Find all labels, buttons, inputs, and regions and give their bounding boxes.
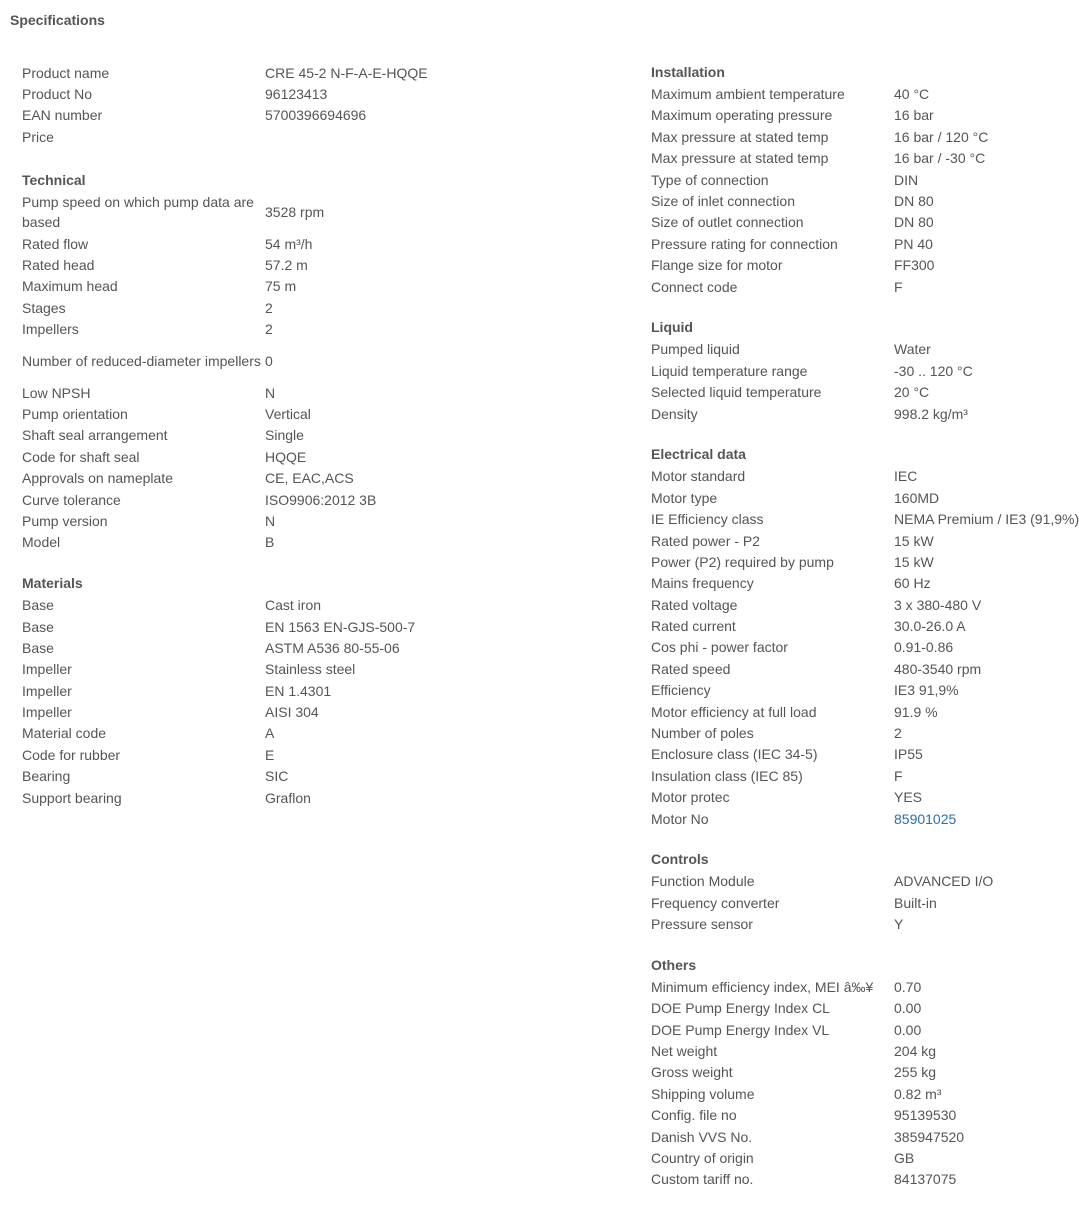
spec-row [651,126,1031,147]
spec-row [651,1169,1031,1190]
spec-value: Stainless steel [265,661,356,678]
spec-row [651,892,1031,913]
spec-label: Power (P2) required by pump [651,553,834,570]
spec-row [651,722,1031,743]
spec-row [651,255,1031,276]
spec-label: Maximum operating pressure [651,107,833,124]
spec-row [651,998,1031,1019]
spec-row [651,276,1031,297]
spec-value: Single [265,427,304,444]
section-title: Electrical data [651,446,746,463]
spec-row [651,1040,1031,1061]
spec-label: Price [22,128,54,145]
spec-row [651,466,1031,487]
page-title: Specifications [10,12,105,28]
spec-value: 0.82 m³ [894,1085,942,1102]
spec-value: E [265,746,275,763]
spec-row [651,487,1031,508]
spec-row [651,1062,1031,1083]
spec-label: Enclosure class (IEC 34-5) [651,746,818,763]
section-others [651,955,1031,1190]
spec-value: 95139530 [894,1107,957,1124]
spec-value: 15 kW [894,553,934,570]
spec-value: 385947520 [894,1128,965,1145]
spec-row [651,1147,1031,1168]
motor-number-link[interactable]: 85901025 [894,810,957,827]
spec-row [651,913,1031,934]
spec-value: ASTM A536 80-55-06 [265,639,400,656]
spec-value: -30 .. 120 °C [894,362,973,379]
spec-value: A [265,725,275,742]
spec-label: Max pressure at stated temp [651,128,829,145]
spec-row [22,126,622,147]
spec-label: Shaft seal arrangement [22,427,168,444]
spec-row [22,425,622,446]
spec-label: DOE Pump Energy Index CL [651,1000,830,1017]
spec-row [22,254,622,275]
spec-label: Function Module [651,873,755,890]
spec-value: Cast iron [265,597,322,614]
spec-value: CE, EAC,ACS [265,470,354,487]
spec-value: F [894,278,903,295]
spec-value: 5700396694696 [265,107,367,124]
spec-label: Base [22,618,54,635]
spec-value: 0 [265,352,273,369]
section-controls [651,849,1031,935]
spec-value: 3528 rpm [265,203,325,220]
spec-value: DN 80 [894,214,934,231]
spec-row [22,297,622,318]
spec-row [651,83,1031,104]
spec-label: Number of reduced-diameter impellers [22,352,261,369]
spec-value: IE3 91,9% [894,682,959,699]
spec-value: 91.9 % [894,703,938,720]
spec-row [651,360,1031,381]
spec-row [651,190,1031,211]
product-summary [22,62,622,148]
spec-value: GB [894,1150,915,1167]
spec-value: 204 kg [894,1043,937,1060]
spec-label: Approvals on nameplate [22,470,173,487]
spec-value: 2 [265,321,273,338]
spec-row [651,680,1031,701]
spec-label: Rated voltage [651,596,738,613]
spec-value: IEC [894,468,918,485]
spec-row [651,658,1031,679]
spec-label: Liquid temperature range [651,362,808,379]
right-column [651,62,1079,1210]
spec-row [22,382,622,403]
section-title: Liquid [651,319,693,336]
spec-label: Country of origin [651,1150,754,1167]
spec-row [651,339,1031,360]
spec-value: 16 bar / -30 °C [894,150,986,167]
spec-value: N [265,384,276,401]
spec-value: 2 [265,299,273,316]
spec-label: Max pressure at stated temp [651,150,829,167]
spec-row [651,765,1031,786]
spec-label: Pressure rating for connection [651,235,838,252]
section-title: Technical [22,171,86,188]
spec-row [22,467,622,488]
spec-row [651,212,1031,233]
spec-label: Size of outlet connection [651,214,804,231]
spec-value: 15 kW [894,532,934,549]
spec-row [651,637,1031,658]
spec-label: Minimum efficiency index, MEI â‰¥ [651,978,874,995]
spec-label: Maximum ambient temperature [651,86,845,103]
spec-value: 998.2 kg/m³ [894,405,968,422]
spec-label: Number of poles [651,725,754,742]
spec-label: Base [22,597,54,614]
spec-row [22,680,622,701]
spec-value: N [265,512,276,529]
spec-label: Code for shaft seal [22,448,140,465]
spec-value: 20 °C [894,384,930,401]
spec-value: IP55 [894,746,923,763]
spec-row [22,105,622,126]
spec-value: 0.91-0.86 [894,639,954,656]
spec-label: Impeller [22,661,72,678]
spec-value: AISI 304 [265,704,319,721]
spec-row [22,83,622,104]
section-liquid [651,317,1031,424]
spec-label: Connect code [651,278,738,295]
spec-value: 57.2 m [265,257,308,274]
spec-row [651,1126,1031,1147]
spec-row [651,744,1031,765]
spec-label: Rated speed [651,660,731,677]
spec-label: Model [22,534,61,551]
spec-label: Pump version [22,512,108,529]
spec-label: Efficiency [651,682,711,699]
spec-row [651,594,1031,615]
spec-row [651,530,1031,551]
spec-value: 75 m [265,278,297,295]
spec-row [651,615,1031,636]
spec-row [22,532,622,553]
spec-value: ISO9906:2012 3B [265,491,377,508]
spec-row [651,233,1031,254]
spec-row [651,1083,1031,1104]
spec-value: 0.00 [894,1021,922,1038]
spec-label: Rated flow [22,235,89,252]
spec-row [651,701,1031,722]
spec-value: B [265,534,275,551]
section-title: Installation [651,64,725,80]
spec-row [22,276,622,297]
spec-value: NEMA Premium / IE3 (91,9%) [894,511,1079,528]
spec-label: Config. file no [651,1107,737,1124]
spec-label: Custom tariff no. [651,1171,754,1188]
spec-label: Stages [22,299,66,316]
spec-value: 30.0-26.0 A [894,618,966,635]
spec-value: 54 m³/h [265,235,313,252]
spec-label: Product name [22,64,110,81]
spec-label: Bearing [22,768,71,785]
spec-row [22,723,622,744]
spec-value: F [894,767,903,784]
spec-value: HQQE [265,448,307,465]
spec-label: Gross weight [651,1064,733,1081]
spec-row [22,319,622,340]
spec-row [651,551,1031,572]
spec-label: Cos phi - power factor [651,639,788,656]
spec-label: Low NPSH [22,384,91,401]
spec-row [22,787,622,808]
spec-label: Curve tolerance [22,491,121,508]
section-technical [22,170,622,553]
spec-label: Net weight [651,1043,718,1060]
spec-value: EN 1.4301 [265,682,332,699]
spec-label: Pressure sensor [651,916,753,933]
spec-value: PN 40 [894,235,933,252]
spec-value: 16 bar / 120 °C [894,128,989,145]
spec-label: Motor standard [651,468,746,485]
spec-label: Motor protec [651,789,730,806]
spec-label: Impeller [22,704,72,721]
spec-label: EAN number [22,107,103,124]
spec-value: EN 1563 EN-GJS-500-7 [265,618,416,635]
spec-row [651,573,1031,594]
spec-value: Built-in [894,894,937,911]
spec-value: 160MD [894,489,940,506]
spec-row [22,191,622,233]
section-electrical-data [651,444,1079,829]
spec-value: 3 x 380-480 V [894,596,982,613]
spec-row [22,62,622,83]
spec-row [22,637,622,658]
spec-label: Mains frequency [651,575,754,592]
spec-label: IE Efficiency class [651,511,764,528]
section-materials [22,573,622,808]
spec-row [651,169,1031,190]
spec-row [651,1019,1031,1040]
spec-row [22,340,622,382]
spec-label: Impellers [22,321,79,338]
spec-row [22,446,622,467]
spec-label: Pump orientation [22,405,128,422]
spec-label: Support bearing [22,789,122,806]
spec-row [22,744,622,765]
spec-value: 96123413 [265,86,328,103]
spec-label: Size of inlet connection [651,193,795,210]
section-title: Materials [22,575,83,592]
spec-value: DN 80 [894,193,934,210]
section-title: Controls [651,851,709,868]
spec-label: Material code [22,725,107,742]
section-installation [651,62,1031,297]
spec-row [22,616,622,637]
spec-value: 16 bar [894,107,934,124]
spec-value: 84137075 [894,1171,957,1188]
spec-value: Vertical [265,405,311,422]
spec-row [651,976,1031,997]
spec-value: CRE 45-2 N-F-A-E-HQQE [265,64,428,81]
spec-label: Rated power - P2 [651,532,760,549]
spec-value: 480-3540 rpm [894,660,982,677]
spec-label: Motor No [651,810,709,827]
spec-value: 60 Hz [894,575,931,592]
spec-label: Pumped liquid [651,341,740,358]
spec-label: Maximum head [22,278,118,295]
spec-label: Shipping volume [651,1085,755,1102]
spec-value: SIC [265,768,289,785]
spec-value: YES [894,789,923,806]
spec-row [22,233,622,254]
spec-label: Pump speed on which pump data are based [22,193,254,230]
spec-label: Selected liquid temperature [651,384,822,401]
spec-label: Code for rubber [22,746,121,763]
spec-row [651,1105,1031,1126]
spec-value: Water [894,341,931,358]
spec-label: Danish VVS No. [651,1128,753,1145]
spec-value: ADVANCED I/O [894,873,994,890]
spec-label: Flange size for motor [651,257,783,274]
spec-label: Insulation class (IEC 85) [651,767,803,784]
spec-row [651,808,1031,829]
spec-value: FF300 [894,257,935,274]
spec-value: 255 kg [894,1064,937,1081]
spec-label: Rated current [651,618,736,635]
spec-row [651,871,1031,892]
spec-label: Motor efficiency at full load [651,703,817,720]
spec-label: Motor type [651,489,718,506]
spec-row [22,594,622,615]
spec-label: Impeller [22,682,72,699]
spec-label: Product No [22,86,93,103]
spec-row [651,403,1031,424]
spec-label: Base [22,639,54,656]
spec-row [22,403,622,424]
spec-value: 0.70 [894,978,922,995]
spec-label: Density [651,405,698,422]
spec-label: DOE Pump Energy Index VL [651,1021,830,1038]
spec-row [651,508,1079,529]
spec-row [651,105,1031,126]
left-column [22,62,622,828]
spec-row [651,148,1031,169]
section-title: Others [651,956,697,973]
spec-value: DIN [894,171,919,188]
spec-value: 40 °C [894,86,930,103]
spec-label: Rated head [22,257,95,274]
spec-row [22,659,622,680]
spec-value: 0.00 [894,1000,922,1017]
spec-row [22,701,622,722]
spec-label: Frequency converter [651,894,780,911]
spec-row [22,489,622,510]
spec-row [651,787,1031,808]
spec-label: Type of connection [651,171,769,188]
spec-row [22,510,622,531]
spec-value: Y [894,916,904,933]
spec-row [22,766,622,787]
spec-value: 2 [894,725,902,742]
spec-row [651,381,1031,402]
spec-value: Graflon [265,789,311,806]
